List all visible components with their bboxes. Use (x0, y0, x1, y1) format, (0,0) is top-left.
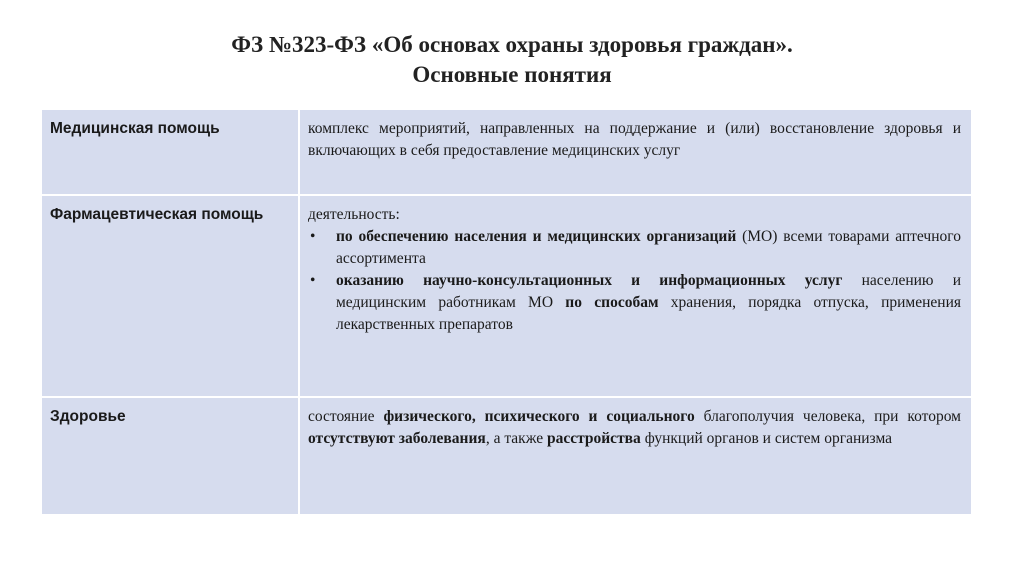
definition-text: , а также (485, 430, 547, 447)
list-item (308, 226, 961, 270)
definition-text: благополучия человека, при котором (694, 408, 961, 425)
term-cell: Здоровье (41, 397, 299, 515)
definition-cell (299, 397, 972, 515)
definition-bold-text: физического, психического и социального (383, 408, 695, 425)
definition-intro: деятельность: (308, 206, 400, 223)
bullet-icon: • (310, 228, 316, 245)
definition-bold-text: расстройства (546, 430, 641, 447)
list-item (308, 270, 961, 336)
bullet-bold-text: по способам (565, 294, 659, 311)
slide-title (0, 30, 1024, 90)
bullet-list (308, 226, 961, 336)
definitions-table (40, 108, 973, 516)
definition-text: функций органов и систем организма (640, 430, 893, 447)
bullet-text: населению и медицинским работникам МО (336, 272, 961, 311)
table-row (41, 109, 972, 195)
bullet-text: хранения, порядка отпуска, применения лекарственных препаратов (336, 294, 961, 333)
term-cell: Медицинская помощь (41, 109, 299, 195)
definition-cell (299, 195, 972, 397)
bullet-icon: • (310, 272, 316, 289)
definition-cell: комплекс мероприятий, направленных на поддержание и (или) восстановление здоровья и включающих в себя предоставление медицинских услуг (299, 109, 972, 195)
table-row (41, 195, 972, 397)
definition-text: состояние (308, 408, 384, 425)
term-cell: Фармацевтическая помощь (41, 195, 299, 397)
definition-bold-text: отсутствуют заболевания (308, 430, 486, 447)
slide-title-line2: Основные понятия (412, 62, 612, 87)
bullet-text: (МО) всеми товарами аптечного ассортимента (336, 228, 961, 267)
bullet-bold-text: оказанию научно-консультационных и информационных услуг (336, 272, 843, 289)
slide-title-line1: ФЗ №323-ФЗ «Об основах охраны здоровья граждан». (231, 32, 793, 57)
bullet-bold-text: по обеспечению населения и медицинских организаций (336, 228, 737, 245)
table-row (41, 397, 972, 515)
